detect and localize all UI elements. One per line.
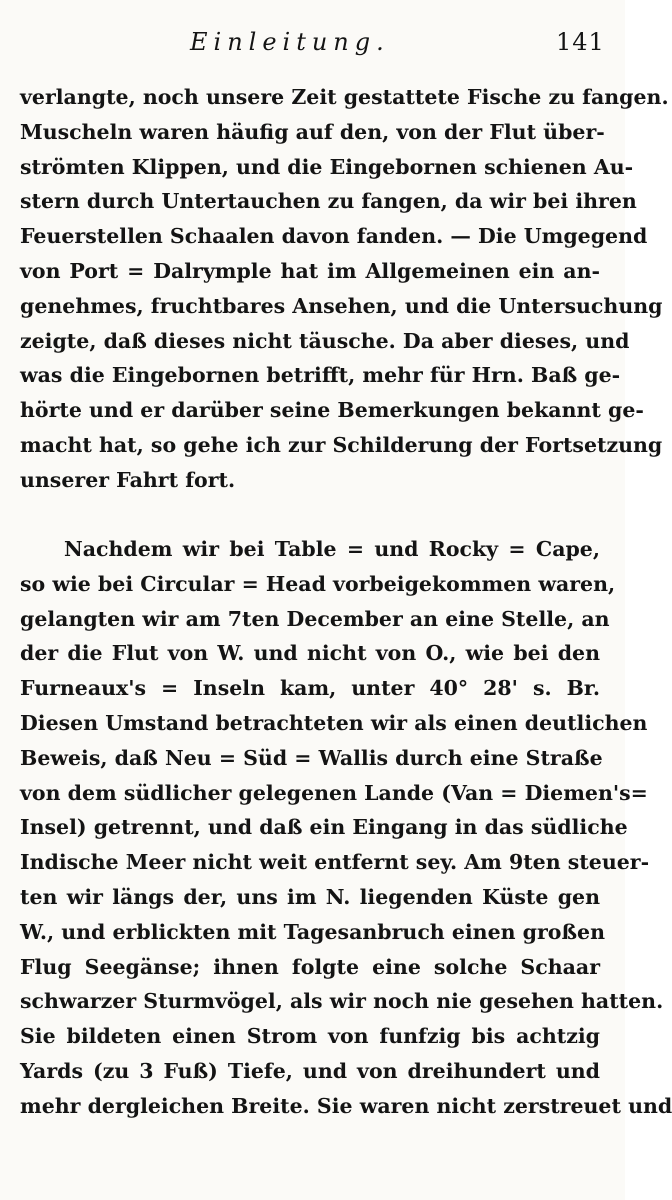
text-line: mehr dergleichen Breite. Sie waren nicht zerstreuet und: [20, 1093, 672, 1118]
text-line: hörte und er darüber seine Bemerkungen bekannt ge-: [20, 398, 644, 423]
text-line: Beweis, daß Neu = Süd = Wallis durch eine Straße: [20, 745, 603, 770]
text-line: Feuerstellen Schaalen davon fanden. — Die Umgegend: [20, 224, 648, 249]
text-line: strömten Klippen, und die Eingebornen schienen Au-: [20, 154, 634, 179]
text-line: Furneaux's = Inseln kam, unter 40° 28' s. Br.: [20, 676, 600, 701]
text-line: Indische Meer nicht weit entfernt sey. Am 9ten steuer-: [20, 850, 650, 875]
text-line-content: Nachdem wir bei Table = und Rocky = Cape,: [64, 537, 600, 561]
text-line: Yards (zu 3 Fuß) Tiefe, und von dreihundert und: [20, 1058, 600, 1083]
paragraph-2: [20, 532, 672, 1124]
text-line: von dem südlicher gelegenen Lande (Van = Diemen's=: [20, 780, 648, 805]
text-line: genehmes, fruchtbares Ansehen, und die Untersuchung: [20, 293, 663, 318]
text-line: zeigte, daß dieses nicht täusche. Da aber dieses, und: [20, 328, 630, 353]
text-line: Sie bildeten einen Strom von funfzig bis achtzig: [20, 1024, 600, 1049]
text-line: der die Flut von W. und nicht von O., wie bei den: [20, 641, 600, 666]
text-line: gelangten wir am 7ten December an eine Stelle, an: [20, 606, 610, 631]
text-line: unserer Fahrt fort.: [20, 467, 236, 492]
text-line: so wie bei Circular = Head vorbeigekommen waren,: [20, 571, 616, 596]
text-line: Muscheln waren häufig auf den, von der Flut über-: [20, 119, 605, 144]
paragraph-1: [20, 80, 669, 498]
text-line: macht hat, so gehe ich zur Schilderung der Fortsetzung: [20, 432, 663, 457]
text-line: was die Eingebornen betrifft, mehr für Hrn. Baß ge-: [20, 363, 621, 388]
text-line: stern durch Untertauchen zu fangen, da wir bei ihren: [20, 189, 637, 214]
text-line: verlangte, noch unsere Zeit gestattete Fische zu fangen.: [20, 85, 669, 109]
page-header: [0, 24, 625, 60]
running-title: Einleitung.: [190, 28, 390, 56]
text-line: ten wir längs der, uns im N. liegenden Küste gen: [20, 884, 600, 909]
page-number: 141: [556, 28, 605, 56]
text-line: von Port = Dalrymple hat im Allgemeinen ein an-: [20, 258, 600, 283]
text-line: schwarzer Sturmvögel, als wir noch nie gesehen hatten.: [20, 989, 664, 1014]
text-line-first: [20, 532, 600, 567]
text-line: W., und erblickten mit Tagesanbruch einen großen: [20, 919, 605, 944]
text-line: Flug Seegänse; ihnen folgte eine solche Schaar: [20, 954, 600, 979]
text-line: Insel) getrennt, und daß ein Eingang in das südliche: [20, 815, 628, 840]
text-line: Diesen Umstand betrachteten wir als einen deutlichen: [20, 710, 648, 735]
